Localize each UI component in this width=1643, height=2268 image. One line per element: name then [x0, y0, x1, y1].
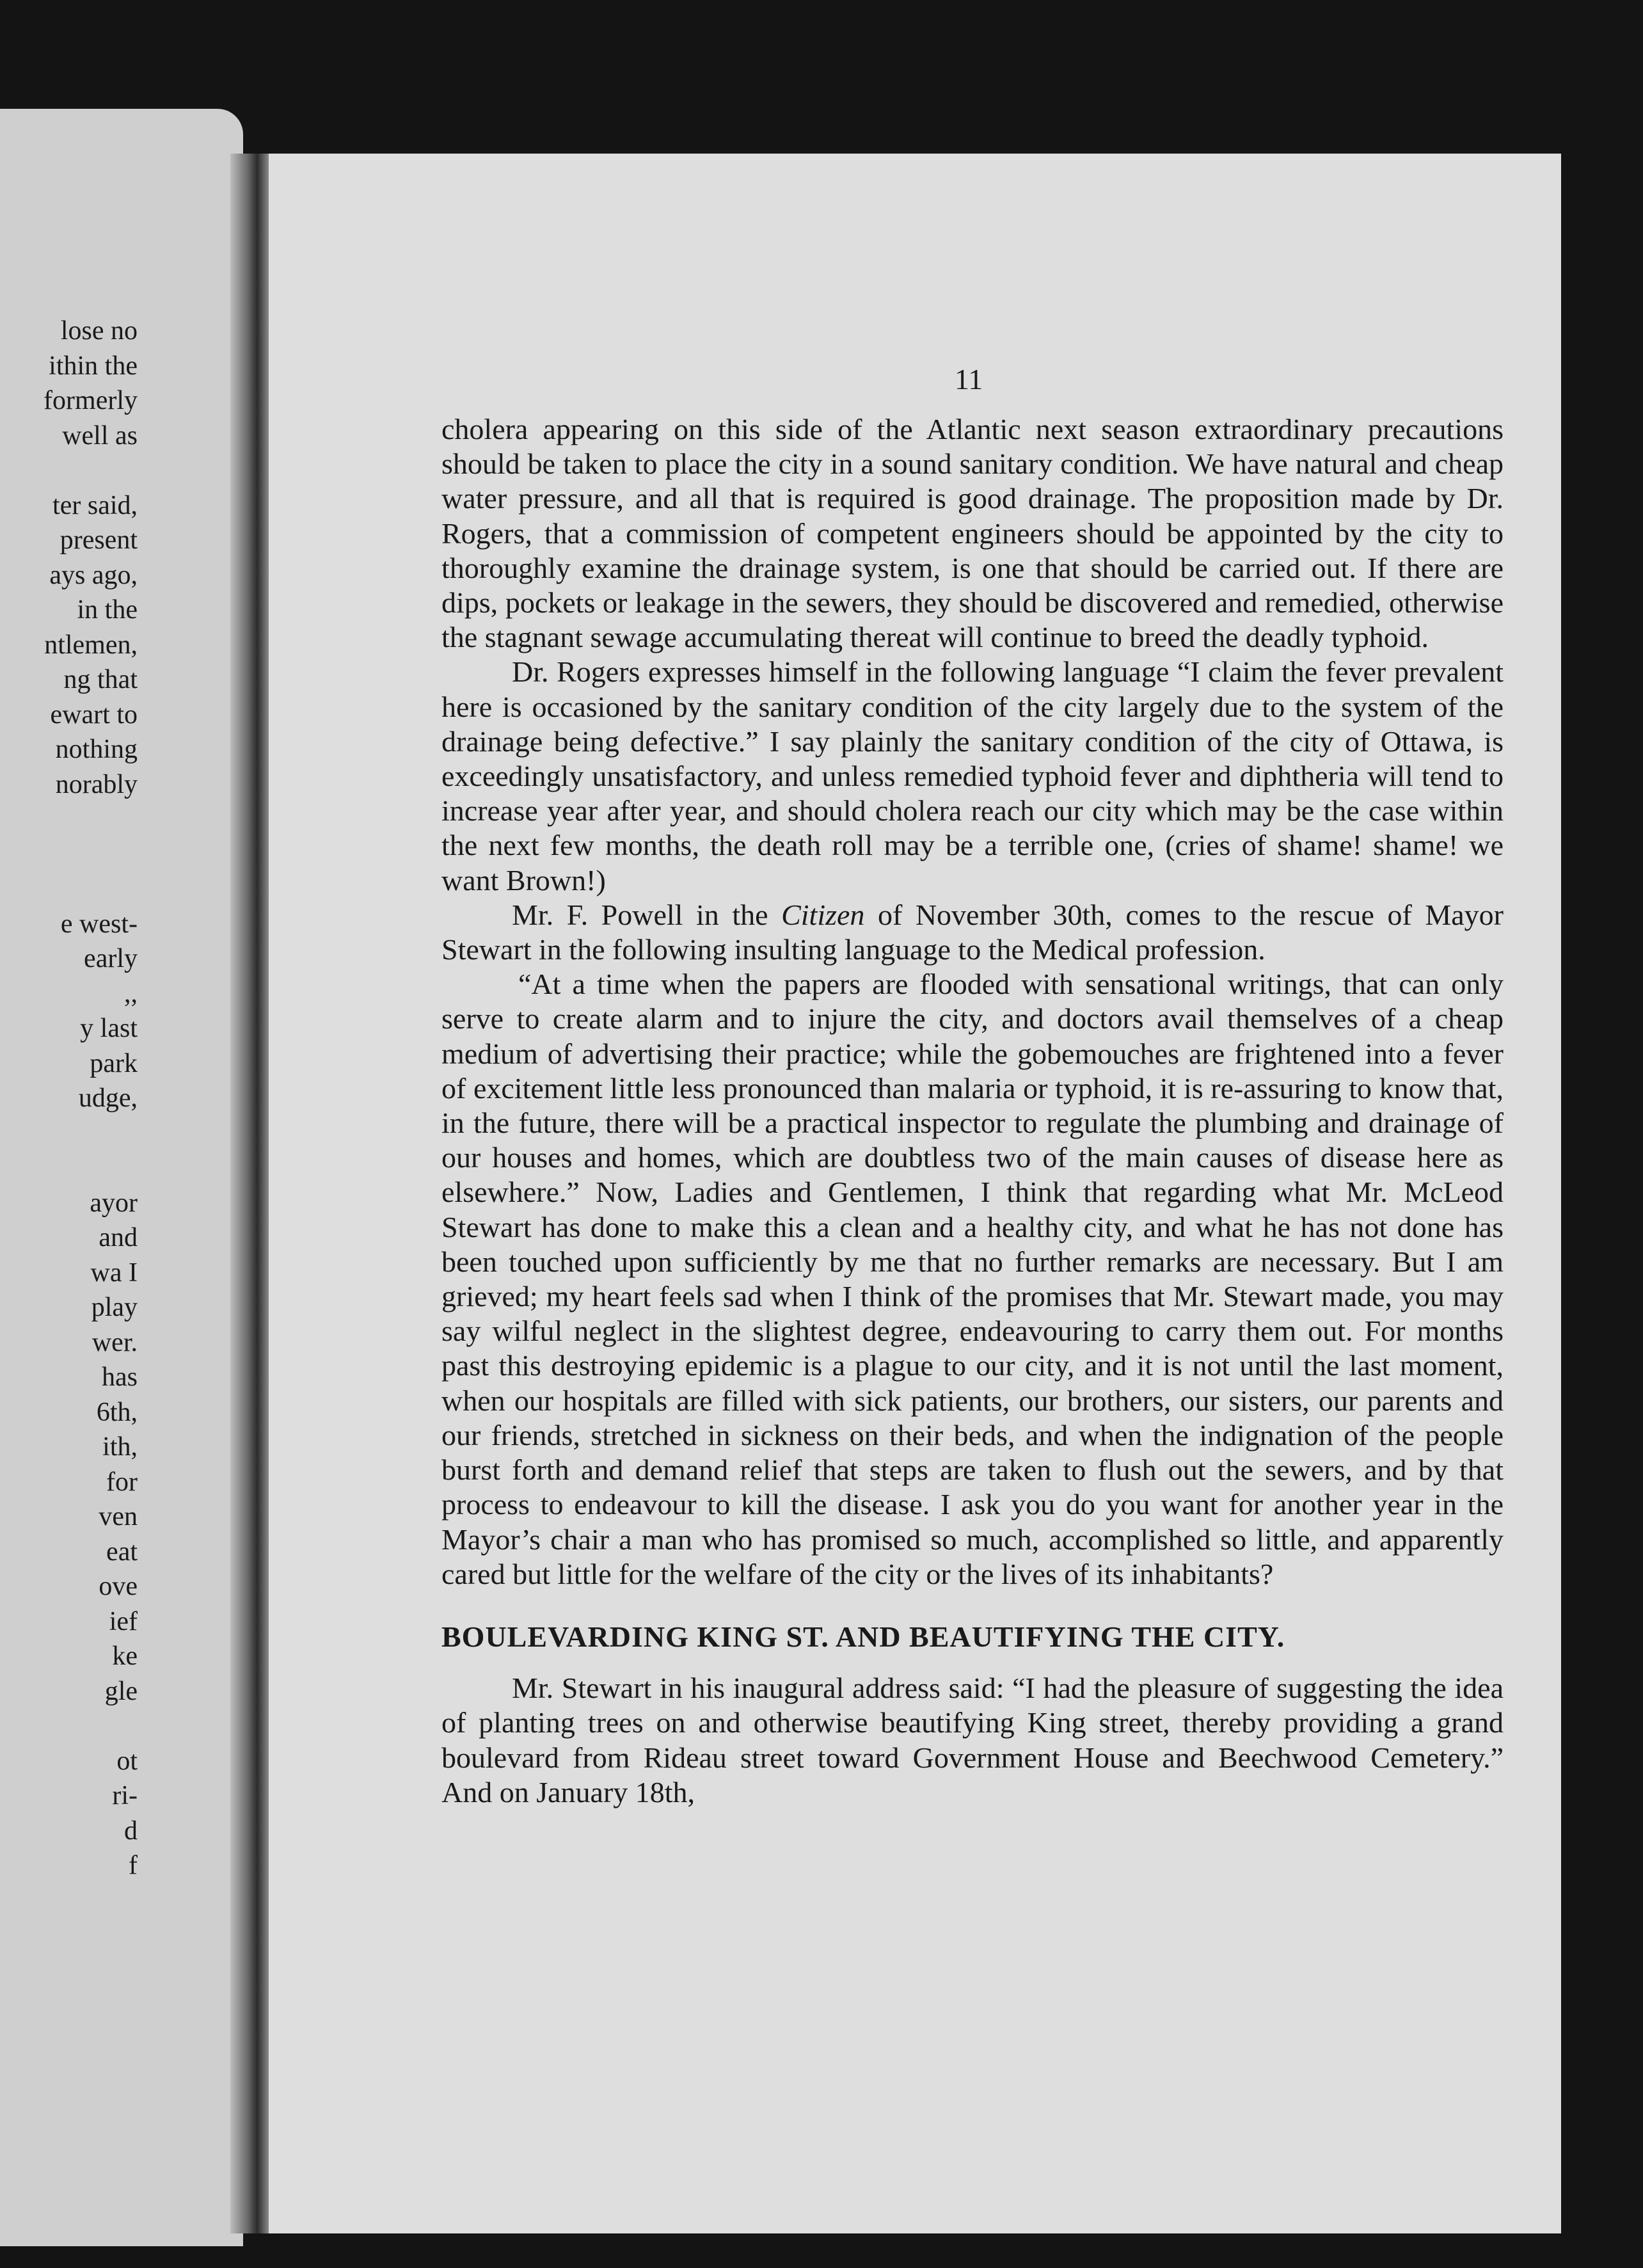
facing-page-line: e west-	[60, 909, 138, 939]
facing-page-line: d	[124, 1816, 138, 1846]
paragraph-powell	[441, 898, 1504, 967]
paragraph-powell-end: of November 30th, comes to the rescue of Mayor Stewart in the following insulting language to the Medical profession.	[441, 898, 1504, 966]
facing-page-line: ove	[99, 1572, 138, 1601]
facing-page	[0, 109, 243, 2246]
facing-page-line: ewart to	[50, 699, 138, 730]
facing-page-line: early	[84, 944, 138, 973]
facing-page-line: ayor	[90, 1188, 138, 1218]
facing-page-line: ithin the	[49, 351, 138, 381]
facing-page-line: ief	[109, 1606, 138, 1636]
facing-page-line: f	[129, 1851, 138, 1880]
newspaper-name: Citizen	[781, 898, 865, 931]
facing-page-line: formerly	[44, 386, 138, 415]
facing-page-line: ntlemen,	[44, 630, 138, 660]
facing-page-line: and	[99, 1223, 138, 1252]
facing-page-line: ng that	[63, 665, 138, 694]
facing-page-line: park	[90, 1048, 138, 1078]
facing-page-line: gle	[104, 1676, 138, 1706]
facing-page-line: wer.	[91, 1327, 138, 1357]
facing-page-line: lose no	[60, 316, 138, 346]
paragraph-rogers: Dr. Rogers expresses himself in the following language “I claim the fever prevalent here is occasioned by the sanitary condition of the city largely due to the system of the drainage being defective.” I say plainly the sanitary condition of the city of Ottawa, is exceedingly unsatisfactory, and unless remedied typhoid fever and diphtheria will tend to increase year after year, and should cholera reach our city which may be the case within the next few months, the death roll may be a terrible one, (cries of shame! shame! we want Brown!)	[441, 655, 1504, 897]
facing-page-line: norably	[55, 769, 138, 799]
facing-page-line: wa I	[90, 1258, 138, 1288]
facing-page-line: ke	[112, 1641, 138, 1671]
facing-page-line: in the	[77, 595, 138, 625]
facing-page-line: ,,	[124, 978, 138, 1009]
page-number: 11	[955, 363, 983, 395]
facing-page-line: nothing	[55, 735, 138, 764]
facing-page-line: 6th,	[96, 1397, 138, 1427]
paragraph-powell-start: Mr. F. Powell in the	[512, 898, 768, 931]
facing-page-line: y last	[80, 1014, 138, 1043]
facing-page-line: ays ago,	[49, 560, 138, 590]
paragraph-quote: “At a time when the papers are flooded with sensational writings, that can only serve to create alarm and to injure the city, and doctors avail themselves of a cheap medium of advertising their practice; while the gobemouches are frightened into a fever of excitement little less pronounced than malaria or typhoid, it is re-assuring to know that, in the future, there will be a practical inspector to regulate the plumbing and drainage of our houses and homes, which are doubtless two of the main causes of disease here as elsewhere.” Now, Ladies and Gentlemen, I think that regarding what Mr. McLeod Stewart has done to make this a clean and a healthy city, and what he has not done has been touched upon sufficiently by me that no further remarks are necessary. But I am grieved; my heart feels sad when I think of the promises that Mr. Stewart made, you may say wilful neglect in the slightest degree, endeavouring to carry them out. For months past this destroying epidemic is a plague to our city, and it is not until the last moment, when our hospitals are filled with sick patients, our brothers, our sisters, our parents and our friends, stretched in sickness on their beds, and when the indignation of the people burst forth and demand relief that steps are taken to flush out the sewers, and by that process to endeavour to kill the disease. I ask you do you want for another year in the Mayor’s chair a man who has promised so much, accomplished so little, and apparently cared but little for the welfare of the city or the lives of its inhabitants?	[441, 968, 1504, 1590]
facing-page-line: has	[102, 1362, 138, 1392]
facing-page-line: well as	[62, 420, 138, 451]
facing-page-line: ri-	[112, 1781, 138, 1810]
paragraph-drainage: cholera appearing on this side of the Atlantic next season extraordinary precautions should be taken to place the city in a sound sanitary condition. We have natural and cheap water pressure, and all that is required is good drainage. The proposition made by Dr. Rogers, that a commission of competent engineers should be appointed by the city to thoroughly examine the drainage system, is one that should be carried out. If there are dips, pockets or leakage in the sewers, they should be discovered and remedied, otherwise the stagnant sewage accumulating thereat will continue to breed the deadly typhoid.	[441, 413, 1504, 654]
facing-page-line: ot	[116, 1746, 138, 1776]
facing-page-line: eat	[106, 1537, 138, 1567]
facing-page-line: udge,	[78, 1083, 138, 1113]
facing-page-line: ith,	[102, 1432, 138, 1462]
book-gutter	[230, 154, 269, 2233]
page-body	[441, 412, 1504, 1810]
facing-page-line: ter said,	[52, 490, 138, 520]
facing-page-line: for	[106, 1467, 138, 1497]
facing-page-line: ven	[99, 1502, 138, 1531]
facing-page-line: play	[91, 1293, 138, 1322]
paragraph-boulevard: Mr. Stewart in his inaugural address said: “I had the pleasure of suggesting the idea of planting trees on and otherwise beautifying King street, thereby providing a grand boulevard from Rideau street toward Government House and Beechwood Cemetery.” And on January 18th,	[441, 1672, 1504, 1809]
facing-page-line: present	[60, 525, 138, 555]
section-heading: BOULEVARDING KING ST. AND BEAUTIFYING THE CITY.	[441, 1620, 1285, 1653]
